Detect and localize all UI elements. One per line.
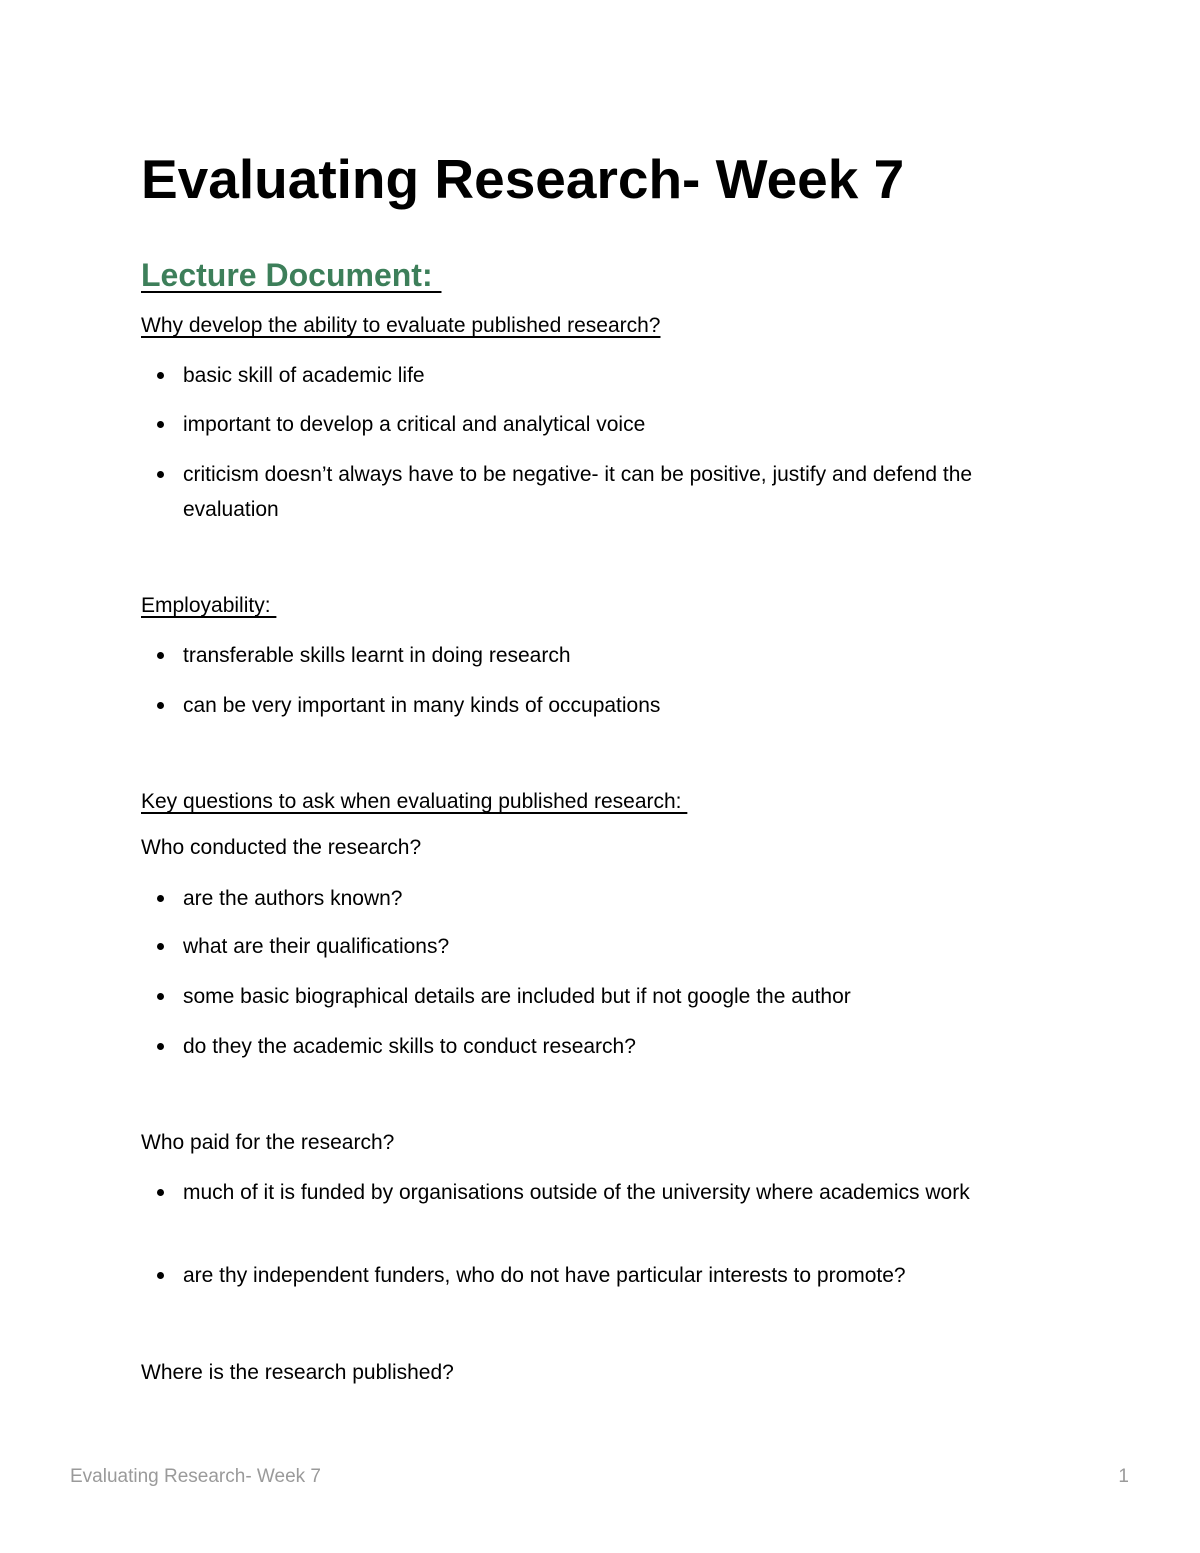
document-subtitle: Lecture Document:: [141, 257, 442, 293]
list-item: [183, 1175, 1043, 1210]
bullet-icon: [157, 1189, 164, 1196]
document-title: Evaluating Research- Week 7: [141, 148, 905, 210]
list-item-text: basic skill of academic life: [183, 364, 425, 387]
list-item-text: what are their qualifications?: [183, 935, 450, 958]
bullet-icon: [157, 943, 164, 950]
list-item-text: some basic biographical details are included but if not google the author: [183, 985, 851, 1008]
bullet-icon: [157, 1272, 164, 1279]
bullet-icon: [157, 1043, 164, 1050]
section-heading-key-questions: Key questions to ask when evaluating published research:: [141, 790, 688, 813]
section-heading-why-evaluate: Why develop the ability to evaluate published research?: [141, 314, 661, 337]
list-item-text: criticism doesn’t always have to be negative- it can be positive, justify and defend the evaluation: [183, 463, 973, 521]
question-who-paid: Who paid for the research?: [141, 1131, 395, 1154]
list-item-text: transferable skills learnt in doing research: [183, 644, 571, 667]
question-who-conducted: Who conducted the research?: [141, 836, 422, 859]
question-where-published: Where is the research published?: [141, 1361, 454, 1384]
list-item-text: do they the academic skills to conduct research?: [183, 1035, 636, 1058]
list-item: [183, 1029, 1043, 1064]
list-item: [183, 688, 1043, 723]
bullet-icon: [157, 372, 164, 379]
bullet-icon: [157, 471, 164, 478]
bullet-icon: [157, 421, 164, 428]
list-item: [183, 1258, 1043, 1293]
list-item: [183, 929, 1043, 964]
list-item-text: are thy independent funders, who do not have particular interests to promote?: [183, 1264, 906, 1287]
list-item: [183, 881, 1043, 916]
page-number: 1: [1118, 1466, 1129, 1487]
bullet-icon: [157, 895, 164, 902]
list-item-text: important to develop a critical and analytical voice: [183, 413, 646, 436]
list-item-text: are the authors known?: [183, 887, 403, 910]
list-item: [183, 638, 1043, 673]
list-item: [183, 979, 1043, 1014]
list-item: [183, 407, 1043, 442]
list-item: [183, 457, 1043, 527]
footer-title: Evaluating Research- Week 7: [70, 1466, 321, 1487]
list-item: [183, 358, 1043, 393]
section-heading-employability: Employability:: [141, 594, 277, 617]
bullet-icon: [157, 652, 164, 659]
list-item-text: can be very important in many kinds of occupations: [183, 694, 661, 717]
bullet-icon: [157, 993, 164, 1000]
list-item-text: much of it is funded by organisations outside of the university where academics work: [183, 1181, 970, 1204]
bullet-icon: [157, 702, 164, 709]
